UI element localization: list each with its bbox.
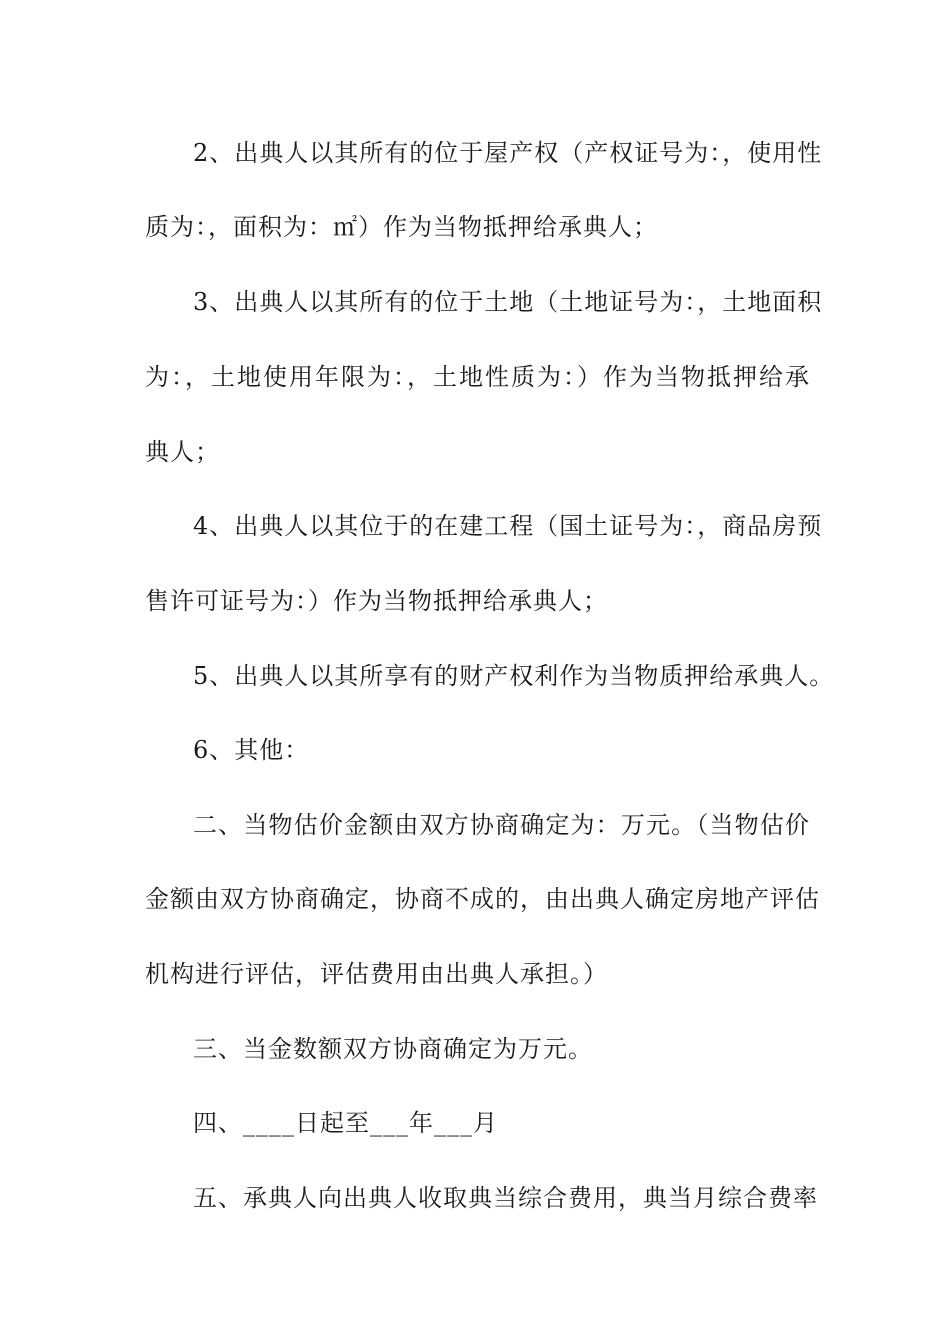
text-line: 金额由双方协商确定，协商不成的，由出典人确定房地产评估	[145, 885, 820, 913]
text-line: 3、出典人以其所有的位于土地（土地证号为：，土地面积	[193, 288, 823, 316]
text-line: 二、当物估价金额由双方协商确定为：万元。（当物估价	[193, 811, 810, 839]
text-line: 四、____日起至___年___月	[193, 1109, 498, 1137]
text-line: 5、出典人以其所享有的财产权利作为当物质押给承典人。	[193, 662, 835, 690]
text-line: 质为：，面积为：㎡）作为当物抵押给承典人；	[145, 213, 658, 241]
text-line: 2、出典人以其所有的位于屋产权（产权证号为：，使用性	[193, 139, 823, 167]
text-line: 典人；	[145, 438, 220, 466]
text-line: 6、其他：	[193, 736, 310, 764]
text-line: 售许可证号为：）作为当物抵押给承典人；	[145, 587, 608, 615]
text-line: 4、出典人以其位于的在建工程（国土证号为：，商品房预	[193, 512, 823, 540]
text-line: 机构进行评估，评估费用由出典人承担。）	[145, 960, 608, 988]
text-line: 三、当金数额双方协商确定为万元。	[193, 1035, 593, 1063]
text-line: 为：，土地使用年限为：，土地性质为：）作为当物抵押给承	[145, 363, 810, 391]
text-line: 五、承典人向出典人收取典当综合费用，典当月综合费率	[193, 1184, 818, 1212]
